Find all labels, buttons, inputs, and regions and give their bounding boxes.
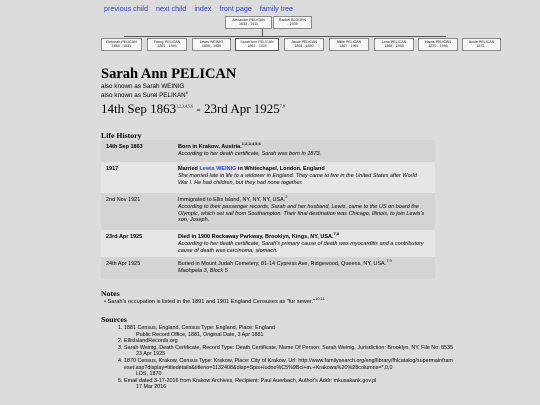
list-item: 1. 1881 Census, England, Census Type: England, Place: England Public Record Office, 1881, Original Date, 3 Apr 1881 <box>124 325 454 338</box>
note-item: • Sarah's occupation is listed in the 1891 and 1901 England Censuses as "fur sewer."$^{10,11}$ <box>104 296 325 305</box>
tree-connector <box>262 29 263 36</box>
life-dates: 14th Sep 1863$^{1,2,3,4,5,6}$ - 23rd Apr 1925$^{7,8}$ <box>101 101 285 116</box>
page-title: Sarah Ann PELICAN <box>101 66 237 82</box>
tree-child-3[interactable]: Lewis WEINIG 1859 - 1935 <box>192 38 231 51</box>
tree-child-7[interactable]: Lena PELICAN 1868 - 1935 <box>374 38 414 51</box>
list-item: 4. 1870 Census, Krakow, Census Type: Krakow, Place: City of Krakow, Url: http://www.familysearch.org/eng/library/fhlcatalog/supermainframeset.asp?display=titledetails&titleno=1132408&disp=Spis+ludno%C5%9Bci+m.+Krakowa%20%28columns=*,0,0 LDS, 1870 <box>124 358 454 378</box>
table-row: 23rd Apr 1925 Died in 1900 Rockaway Parkway, Brooklyn, Kings, NY, USA.$^{7,8}$ According to her death certificate, Sarah's primary cause of death was myocarditis and a contributory cause of death was carcinoma, stomach. <box>101 230 435 257</box>
table-row: 1917 Married Lewis WEINIG in Whitechapel, London, England She married late in life to a widower in England. They came to live in the United States after World War I. He had children, but they had none together. <box>101 162 435 193</box>
table-row: 14th Sep 1863 Born in Krakow, Austria.$^{1,2,3,4,5,6}$ According to her death certificate, Sarah was born in 1873. <box>101 140 435 162</box>
tree-child-2[interactable]: Fanny PELICAN 1861 - 1949 <box>147 38 187 51</box>
list-item: 5. Email dated 3-17-2016 from Krakow Archives, Recipient: Paul Auerbach, Author's Addr: mkusakank.gov.pl 17 Mar 2016 <box>124 378 454 391</box>
nav-family-tree[interactable]: family tree <box>259 4 294 13</box>
nav-index[interactable]: index <box>194 4 212 13</box>
life-history-heading: Life History <box>101 131 142 140</box>
nav-front-page[interactable]: front page <box>219 4 252 13</box>
tree-child-6[interactable]: Millie PELICAN 1867 - 1951 <box>329 38 369 51</box>
tree-child-8[interactable]: Harris PELICAN 1870 - 1946 <box>418 38 458 51</box>
sources-list <box>118 325 454 391</box>
nav-next-child[interactable]: next child <box>155 4 187 13</box>
tree-parent-mother[interactable]: Rachel BLOGEN - 1939 <box>273 16 312 29</box>
tree-parent-father[interactable]: Alexander PELICAN 1833 - 1911 <box>225 16 272 29</box>
nav-previous-child[interactable]: previous child <box>104 4 148 13</box>
alias-2: also known as Surel PELIKAN$^6$ <box>101 89 188 99</box>
alias-1: also known as Sarah WEINIG <box>101 83 185 90</box>
list-item: 2. EllisIslandRecords.org <box>124 338 454 345</box>
tree-child-9[interactable]: Annie PELICAN 1873 - <box>462 38 501 51</box>
list-item: 3. Sarah Weinig, Death Certificate, Record Type: Death Certificate, Name Of Person: Sarah Weinig, Jurisdiction: Brooklyn, NY, File No: 8535 23 Apr 1925 <box>124 345 454 358</box>
table-row: 24th Apr 1925 Buried in Mount Judah Cemetery, 81-14 Cypress Ave, Ridgewood, Queens, NY, USA.$^{7,9}$ Maohpela 3, Block 5 <box>101 257 435 279</box>
spouse-link[interactable]: Lewis WEINIG <box>199 166 237 172</box>
notes-heading: Notes <box>101 289 120 298</box>
tree-child-current[interactable]: Sarah Ann PELICAN 1863 - 1925 <box>235 38 279 51</box>
tree-sibling-line <box>124 36 446 37</box>
tree-child-5[interactable]: Jacob PELICAN 1864 - 1890 <box>284 38 324 51</box>
table-row: 2nd Nov 1921 Immigrated to Ellis Island, NY, NY, NY, USA.$^2$ According to their passenger records, Sarah and her husband, Lewis, came to the US on board the Olympic, which set sail from Southampton. Their final destination was Chicago, Illinois, to join Lewis's son, Joseph. <box>101 193 435 230</box>
sources-heading: Sources <box>101 315 127 324</box>
top-navigation <box>104 4 299 13</box>
tree-child-1[interactable]: Deborah PELICAN 1860 - 1931 <box>101 38 142 51</box>
